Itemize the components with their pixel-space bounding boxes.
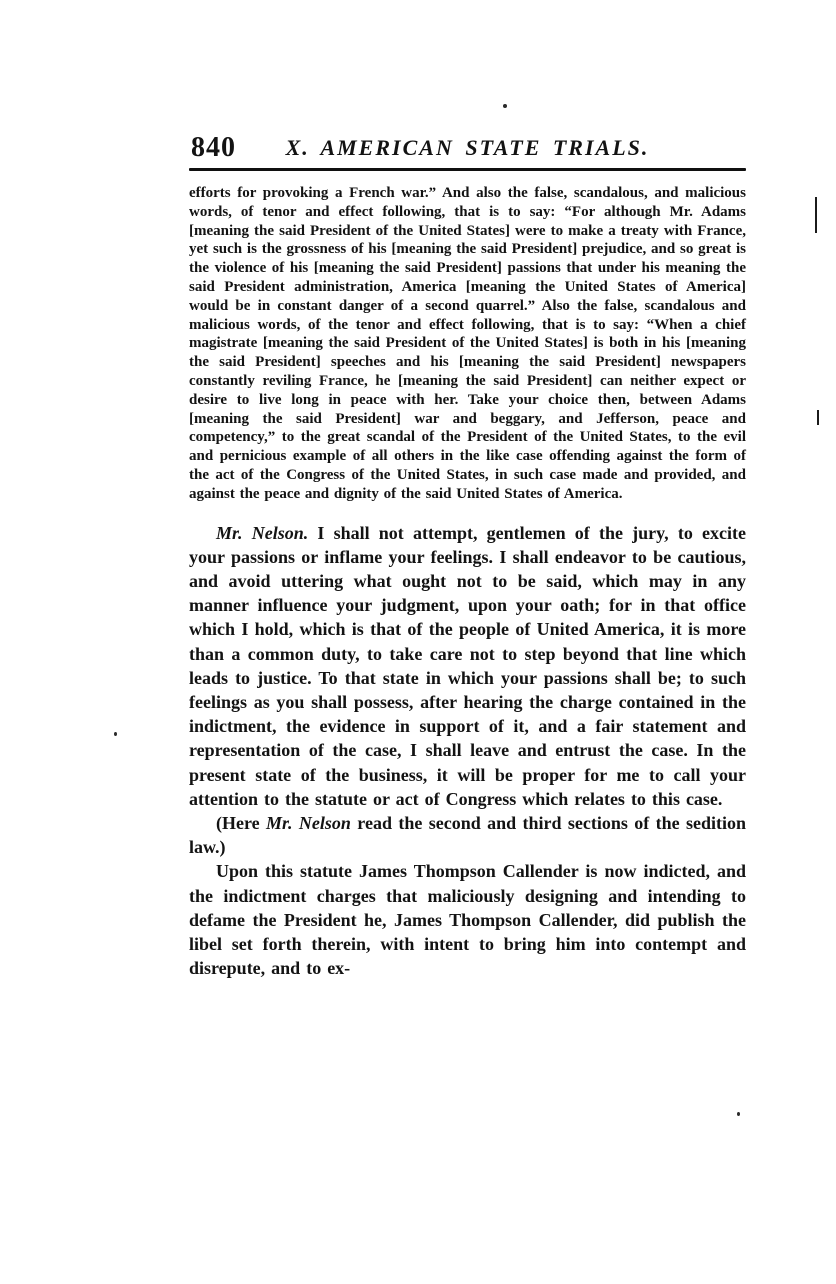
scan-speck — [114, 732, 117, 736]
running-header-title: X. AMERICAN STATE TRIALS. — [285, 135, 650, 160]
margin-mark — [817, 410, 819, 425]
scan-speck — [503, 104, 507, 108]
text-column — [189, 131, 746, 980]
scan-speck — [737, 1112, 740, 1116]
indictment-text: efforts for provoking a French war.” And also the false, scandalous, and malicious words, of tenor and effect following, that is to say: “For although Mr. Adams [meaning the said President of the United States] were to make a treaty with France, yet such is the grossness of his [meaning the said President] prejudice, and so great is the violence of his [meaning the said President] passions that under his meaning the said President administration, America [meaning the United States of America] would be in constant danger of a second quarrel.” Also the false, scandalous and malicious words, of the tenor and effect following, that is to say: “When a chief magistrate [meaning the said President of the United States] is both in his [meaning the said President] speeches and his [meaning the said President] newspapers constantly reviling France, he [meaning the said President] can neither expect or desire to live long in peace with her. Take your choice then, between Adams [meaning the said President] war and beggary, and Jefferson, peace and competency,” to the great scandal of the President of the United States, to the evil and pernicious example of all others in the like case offending against the form of the act of the Congress of the United States, in such case made and provided, and against the peace and dignity of the said United States of America. — [189, 185, 746, 502]
margin-mark — [815, 197, 817, 233]
running-head — [189, 131, 746, 165]
speech-paragraph — [189, 521, 746, 811]
speech-body: I shall not attempt, gentlemen of the jury, to excite your passions or inflame your feelings. I shall endeavor to be cautious, and avoid uttering what ought not to be said, which may in any manner influence your judgment, upon your oath; for in that office which I hold, which is that of the people of United America, it is more than a common duty, to take care not to step beyond that line which leads to justice. To that state in which your passions shall be; to such feelings as you shall possess, after hearing the charge contained in the indictment, the evidence in support of it, and a fair statement and representation of the case, I shall leave and entrust the case. In the present state of the business, it will be proper for me to call your attention to the statute or act of Congress which relates to this case. — [189, 522, 746, 809]
argument-text — [189, 521, 746, 981]
stage-direction-suffix: read the second and third sections of the sedition law.) — [189, 812, 746, 858]
speaker-name: Mr. Nelson. — [216, 522, 309, 543]
closing-paragraph: Upon this statute James Thompson Callender is now indicted, and the indictment charges that maliciously designing and intending to defame the President he, James Thompson Callender, did publish the libel set forth therein, with intent to bring him into contempt and disrepute, and to ex- — [189, 861, 746, 979]
speaker-name: Mr. Nelson — [266, 812, 351, 833]
stage-direction — [189, 811, 746, 859]
header-rule — [189, 168, 746, 171]
page-number: 840 — [191, 132, 236, 163]
stage-direction-prefix: (Here — [216, 812, 267, 833]
indictment-extract — [189, 184, 746, 504]
